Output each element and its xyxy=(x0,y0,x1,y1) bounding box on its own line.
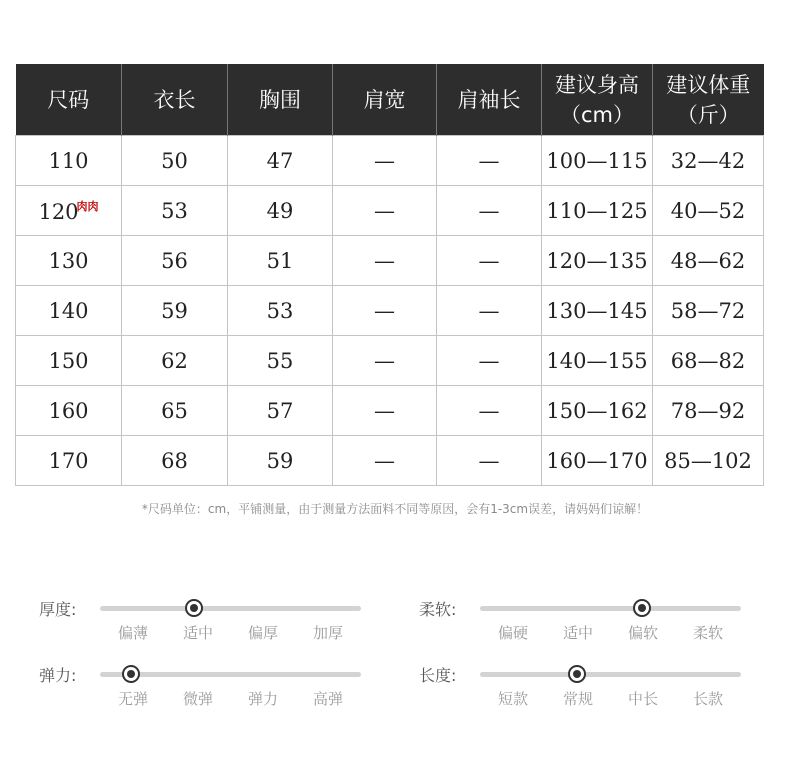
table-cell: 68—82 xyxy=(653,336,764,386)
attribute-option-label: 偏硬 xyxy=(497,624,528,642)
attribute-option-label: 无弹 xyxy=(117,690,148,708)
table-cell: 53 xyxy=(228,286,333,336)
table-row xyxy=(16,386,764,436)
table-cell: 78—92 xyxy=(653,386,764,436)
attribute-slider-knob xyxy=(633,599,651,617)
table-cell: — xyxy=(437,136,542,186)
table-cell: — xyxy=(437,336,542,386)
attribute-softness xyxy=(419,594,779,646)
attribute-option-label: 适中 xyxy=(562,624,593,642)
attribute-option-label: 柔软 xyxy=(692,624,723,642)
table-cell: — xyxy=(333,136,437,186)
table-cell: — xyxy=(437,286,542,336)
measurement-note: *尺码单位：cm，平铺测量，由于测量方法面料不同等原因，会有1-3cm误差，请妈妈们谅解！ xyxy=(141,502,649,516)
table-row xyxy=(16,136,764,186)
table-row xyxy=(16,336,764,386)
table-cell: 47 xyxy=(228,136,333,186)
size-badge: 肉肉 xyxy=(76,199,99,213)
table-cell: 85—102 xyxy=(653,436,764,486)
size-chart-table xyxy=(15,64,764,486)
table-cell: — xyxy=(333,286,437,336)
attribute-option-label: 加厚 xyxy=(312,624,343,642)
attribute-option-label: 偏厚 xyxy=(247,624,278,642)
table-cell: 160—170 xyxy=(542,436,653,486)
attribute-option-label: 微弹 xyxy=(182,690,213,708)
attribute-option-label: 偏软 xyxy=(627,624,658,642)
table-cell: 50 xyxy=(122,136,228,186)
table-cell: 65 xyxy=(122,386,228,436)
table-cell: — xyxy=(437,386,542,436)
column-header: 肩袖长 xyxy=(437,64,542,136)
table-row xyxy=(16,286,764,336)
attribute-option-label: 长款 xyxy=(692,690,723,708)
table-cell: 150 xyxy=(16,336,122,386)
table-cell: — xyxy=(333,386,437,436)
table-cell: 160 xyxy=(16,386,122,436)
table-cell: — xyxy=(333,336,437,386)
attribute-slider-track xyxy=(480,606,741,611)
attribute-option-label: 常规 xyxy=(562,690,593,708)
table-cell: 130—145 xyxy=(542,286,653,336)
attribute-elasticity xyxy=(39,660,399,712)
attribute-option-label: 中长 xyxy=(627,690,658,708)
table-cell: 110 xyxy=(16,136,122,186)
table-cell: 100—115 xyxy=(542,136,653,186)
table-cell: 48—62 xyxy=(653,236,764,286)
attribute-length xyxy=(419,660,779,712)
table-cell: 57 xyxy=(228,386,333,436)
attribute-name: 柔软: xyxy=(419,600,457,619)
table-row xyxy=(16,436,764,486)
column-header: 胸围 xyxy=(228,64,333,136)
table-cell: 53 xyxy=(122,186,228,236)
table-row xyxy=(16,236,764,286)
attribute-option-label: 短款 xyxy=(497,690,528,708)
table-header-row xyxy=(16,64,764,136)
table-cell: 68 xyxy=(122,436,228,486)
table-cell: 62 xyxy=(122,336,228,386)
table-cell: 120—135 xyxy=(542,236,653,286)
attribute-option-label: 偏薄 xyxy=(117,624,148,642)
table-cell: 59 xyxy=(228,436,333,486)
table-cell: — xyxy=(333,436,437,486)
attribute-slider-knob xyxy=(185,599,203,617)
table-cell: 56 xyxy=(122,236,228,286)
column-header: 建议身高 （cm） xyxy=(542,64,653,136)
table-cell: 170 xyxy=(16,436,122,486)
attribute-slider-knob xyxy=(568,665,586,683)
table-cell: — xyxy=(333,236,437,286)
column-header: 衣长 xyxy=(122,64,228,136)
table-cell: 32—42 xyxy=(653,136,764,186)
table-cell: 130 xyxy=(16,236,122,286)
attribute-name: 长度: xyxy=(419,666,457,685)
attribute-slider-track xyxy=(100,606,361,611)
table-cell: — xyxy=(437,236,542,286)
column-header: 建议体重 （斤） xyxy=(653,64,764,136)
attribute-slider-track xyxy=(480,672,741,677)
attribute-option-label: 适中 xyxy=(182,624,213,642)
table-cell: — xyxy=(333,186,437,236)
table-cell: — xyxy=(437,436,542,486)
table-cell: 55 xyxy=(228,336,333,386)
table-cell: 40—52 xyxy=(653,186,764,236)
table-cell: 140—155 xyxy=(542,336,653,386)
table-cell: 110—125 xyxy=(542,186,653,236)
table-cell: $120^{肉肉}$ xyxy=(16,186,122,236)
attribute-name: 厚度: xyxy=(39,600,77,619)
table-cell: 140 xyxy=(16,286,122,336)
column-header: 尺码 xyxy=(16,64,122,136)
attribute-option-label: 弹力 xyxy=(247,690,278,708)
table-row xyxy=(16,186,764,236)
table-cell: — xyxy=(437,186,542,236)
table-cell: 49 xyxy=(228,186,333,236)
table-cell: 51 xyxy=(228,236,333,286)
table-cell: 58—72 xyxy=(653,286,764,336)
attribute-option-label: 高弹 xyxy=(312,690,343,708)
column-header: 肩宽 xyxy=(333,64,437,136)
attribute-name: 弹力: xyxy=(39,666,77,685)
attribute-slider-knob xyxy=(122,665,140,683)
table-cell: 59 xyxy=(122,286,228,336)
table-body xyxy=(16,136,764,486)
attribute-thickness xyxy=(39,594,399,646)
table-cell: 150—162 xyxy=(542,386,653,436)
